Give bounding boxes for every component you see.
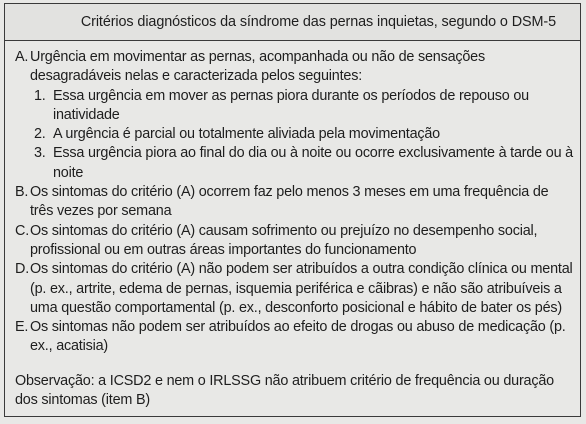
- criterion-label: C.: [15, 222, 29, 239]
- criterion-label: D.: [15, 261, 29, 278]
- subitem-number: 3.: [34, 145, 46, 162]
- criteria-table: [4, 3, 581, 417]
- subitem-number: 1.: [34, 87, 46, 104]
- criterion-a-subitem-2: [15, 125, 574, 144]
- table-title: Critérios diagnósticos da síndrome das pernas inquietas, segundo o DSM-5: [80, 14, 556, 30]
- criterion-label: A.: [15, 49, 29, 65]
- observation-note: Observação: a ICSD2 e nem o IRLSSG não atribuem critério de frequência ou duração dos sintomas (item B): [15, 372, 554, 409]
- criterion-a: [15, 48, 574, 87]
- criterion-text: Os sintomas não podem ser atribuídos ao efeito de drogas ou abuso de medicação (p. ex., acatisia): [30, 319, 566, 355]
- table-header: [5, 4, 580, 41]
- criterion-text: Os sintomas do critério (A) ocorrem faz pelo menos 3 meses em uma frequência de três vezes por semana: [30, 184, 549, 220]
- subitem-text: Essa urgência em mover as pernas piora durante os períodos de repouso ou inatividade: [53, 87, 529, 123]
- criterion-label: E.: [15, 319, 29, 336]
- criterion-text: Os sintomas do critério (A) causam sofrimento ou prejuízo no desempenho social, profissional ou em outras áreas importantes do funcionamento: [30, 222, 538, 258]
- criterion-label: B.: [15, 184, 29, 201]
- criterion-text: Os sintomas do critério (A) não podem ser atribuídos a outra condição clínica ou mental (p. ex., artrite, edema de pernas, isquemia periférica e cãibras) e não são atribuíveis a uma questão comportamental (p. ex., desconforto posicional e hábito de bater os pés): [30, 261, 573, 316]
- criterion-e: [15, 318, 574, 357]
- subitem-text: Essa urgência piora ao final do dia ou à noite ou ocorre exclusivamente à tarde ou à noite: [53, 145, 573, 181]
- criterion-c: [15, 222, 574, 261]
- subitem-number: 2.: [34, 126, 46, 143]
- criterion-text: Urgência em movimentar as pernas, acompanhada ou não de sensações desagradáveis nelas e caracterizada pelos seguintes:: [30, 49, 485, 85]
- subitem-text: A urgência é parcial ou totalmente aliviada pela movimentação: [53, 126, 440, 143]
- criterion-a-subitem-3: [15, 144, 574, 183]
- criterion-b: [15, 183, 574, 222]
- criterion-a-subitem-1: [15, 87, 574, 126]
- criterion-d: [15, 260, 574, 318]
- criteria-list: [15, 48, 574, 410]
